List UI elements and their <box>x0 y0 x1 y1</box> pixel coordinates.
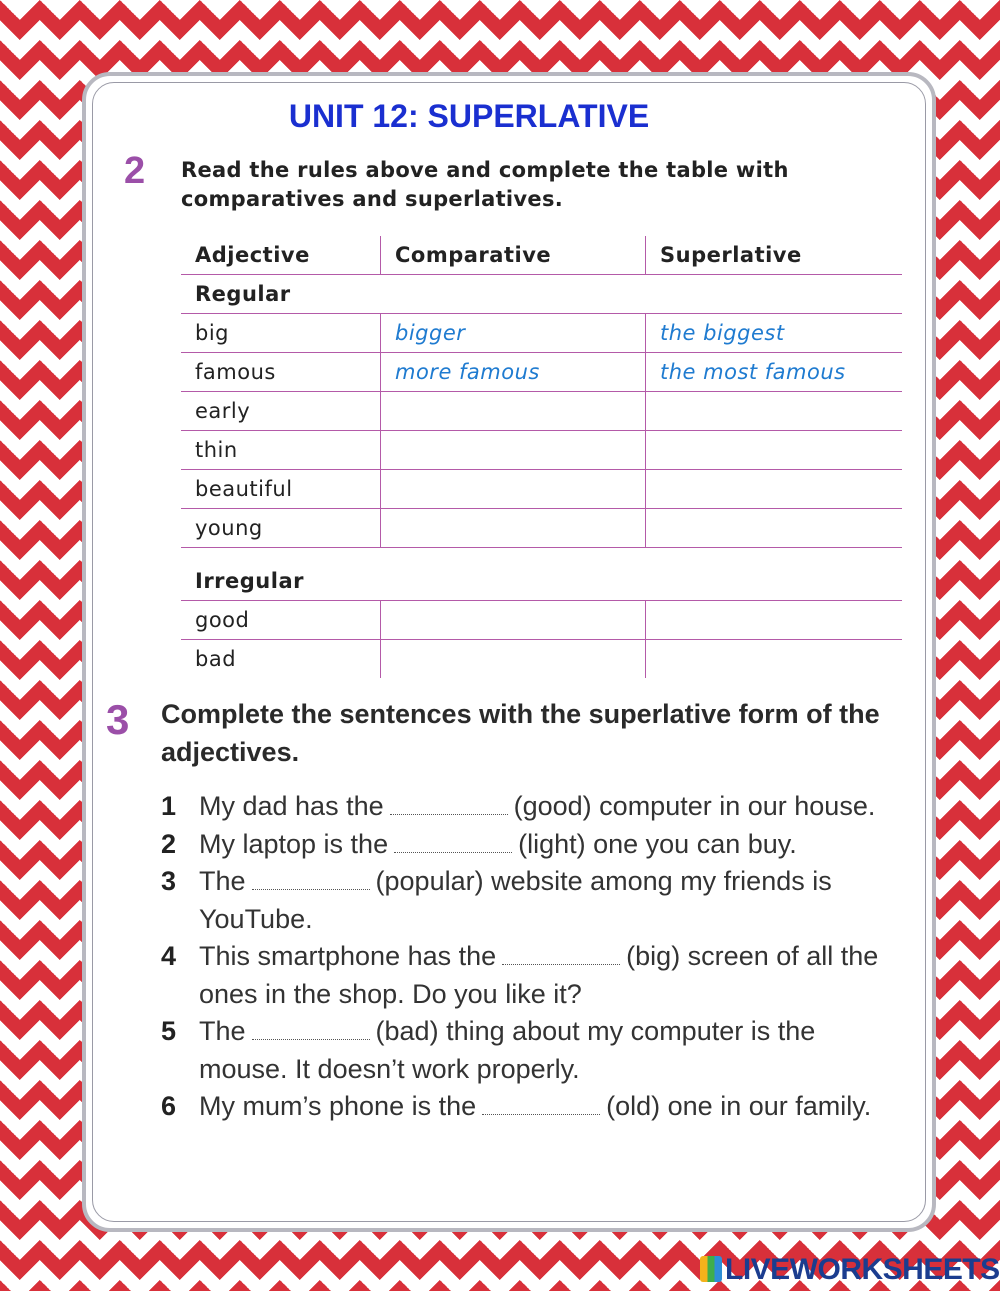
sentence-item <box>161 938 891 1013</box>
sentence-number: 4 <box>161 941 177 971</box>
table-row <box>181 392 902 431</box>
comparative-answer: bigger <box>381 314 646 353</box>
superlative-input-cell[interactable] <box>646 392 903 431</box>
logo-text: LIVEWORKSHEETS <box>725 1253 1000 1286</box>
header-adjective: Adjective <box>181 236 381 275</box>
sentence-list <box>161 788 891 1126</box>
table-row <box>181 601 902 640</box>
liveworksheets-logo[interactable] <box>700 1253 1000 1287</box>
irregular-label: Irregular <box>181 562 902 601</box>
superlative-input-cell[interactable] <box>646 470 903 509</box>
adjective-cell: young <box>181 509 381 548</box>
answer-blank[interactable] <box>394 830 512 853</box>
sentence-after: (good) computer in our house. <box>513 791 876 821</box>
sentence-number: 6 <box>161 1091 177 1121</box>
table-row <box>181 640 902 679</box>
table-row <box>181 431 902 470</box>
adjective-cell: thin <box>181 431 381 470</box>
superlative-input-cell[interactable] <box>646 431 903 470</box>
superlative-input-cell[interactable] <box>646 640 903 679</box>
adjective-cell: famous <box>181 353 381 392</box>
exercise-3-number: 3 <box>106 696 130 743</box>
table-header-row <box>181 236 902 275</box>
table-row <box>181 314 902 353</box>
sentence-after: (bad) thing about my computer is the mouse. It doesn’t work properly. <box>199 1016 816 1084</box>
sentence-number: 5 <box>161 1016 177 1046</box>
table-row <box>181 509 902 548</box>
exercise-2-instruction: Read the rules above and complete the table with comparatives and superlatives. <box>181 158 789 211</box>
sentence-before: This smartphone has the <box>199 941 497 971</box>
comparative-input-cell[interactable] <box>381 640 646 679</box>
sentence-after: (big) screen of all the ones in the shop. Do you like it? <box>199 941 879 1009</box>
adjective-cell: early <box>181 392 381 431</box>
exercise-3-instruction: Complete the sentences with the superlative form of the adjectives. <box>161 699 880 767</box>
exercise-2-number: 2 <box>124 150 146 192</box>
adjective-cell: good <box>181 601 381 640</box>
sentence-before: My laptop is the <box>199 828 389 859</box>
sentence-before: My dad has the <box>199 791 384 821</box>
sentence-after: (light) one you can buy. <box>518 828 797 859</box>
table-row <box>181 470 902 509</box>
adjective-cell: beautiful <box>181 470 381 509</box>
comparative-input-cell[interactable] <box>381 392 646 431</box>
sentence-number: 1 <box>161 791 177 821</box>
sentence-item <box>161 826 891 864</box>
answer-blank[interactable] <box>390 792 508 815</box>
sentence-number: 2 <box>161 828 177 859</box>
superlative-input-cell[interactable] <box>646 509 903 548</box>
sentence-after: (old) one in our family. <box>606 1091 872 1121</box>
sentence-before: The <box>199 866 246 896</box>
answer-blank[interactable] <box>502 942 620 965</box>
sentence-item <box>161 1013 891 1088</box>
answer-blank[interactable] <box>482 1092 600 1115</box>
comparative-input-cell[interactable] <box>381 509 646 548</box>
comparative-input-cell[interactable] <box>381 470 646 509</box>
sentence-number: 3 <box>161 866 177 896</box>
header-superlative: Superlative <box>646 236 903 275</box>
liveworksheets-logo-icon <box>700 1256 722 1282</box>
superlative-answer: the biggest <box>646 314 903 353</box>
comparative-answer: more famous <box>381 353 646 392</box>
page-title: UNIT 12: SUPERLATIVE <box>288 98 650 134</box>
superlative-answer: the most famous <box>646 353 903 392</box>
sentence-item <box>161 788 891 826</box>
regular-label: Regular <box>181 275 902 314</box>
sentence-before: My mum’s phone is the <box>199 1091 477 1121</box>
answer-blank[interactable] <box>252 1017 370 1040</box>
superlative-input-cell[interactable] <box>646 601 903 640</box>
sentence-item <box>161 863 891 938</box>
regular-group-row <box>181 275 902 314</box>
comparative-input-cell[interactable] <box>381 601 646 640</box>
irregular-group-row <box>181 562 902 601</box>
table-row <box>181 353 902 392</box>
adjective-cell: big <box>181 314 381 353</box>
sentence-before: The <box>199 1016 246 1046</box>
answer-blank[interactable] <box>252 867 370 890</box>
sentence-item <box>161 1088 891 1126</box>
comparative-input-cell[interactable] <box>381 431 646 470</box>
adjective-table <box>181 236 902 678</box>
header-comparative: Comparative <box>381 236 646 275</box>
adjective-cell: bad <box>195 647 237 671</box>
sentence-after: (popular) website among my friends is YouTube. <box>199 866 832 934</box>
